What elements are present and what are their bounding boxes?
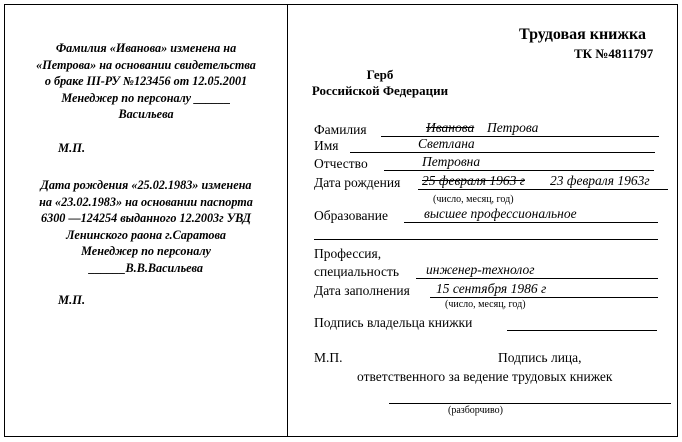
profession-value: инженер-технолог xyxy=(426,262,535,277)
stamp-place-right: М.П. xyxy=(314,350,343,365)
book-number: ТК №4811797 xyxy=(574,46,654,61)
responsible-signature-label-2: ответственного за ведение трудовых книжек xyxy=(357,369,613,384)
page-divider xyxy=(287,4,288,437)
owner-signature-label: Подпись владельца книжки xyxy=(314,315,473,330)
birthdate-hint: (число, месяц, год) xyxy=(433,194,514,205)
note-line: на «23.02.1983» на основании паспорта xyxy=(39,194,253,209)
surname-change-note xyxy=(8,40,284,123)
note-line: Васильева xyxy=(118,107,174,121)
birthdate-field xyxy=(418,173,668,190)
name-value: Светлана xyxy=(418,136,475,151)
decode-hint: (разборчиво) xyxy=(448,405,503,416)
birthdate-old-value: 25 февраля 1963 г xyxy=(422,173,525,188)
profession-label: Профессия, xyxy=(314,246,382,261)
surname-field xyxy=(381,120,659,137)
note-line: ______В.В.Васильева xyxy=(88,260,203,275)
emblem-line: Герб xyxy=(366,67,394,82)
birthdate-new-value: 23 февраля 1963г xyxy=(550,173,650,188)
filled-date-value: 15 сентября 1986 г xyxy=(436,281,547,296)
note-line: «Петрова» на основании свидетельства xyxy=(36,57,256,72)
page-title: Трудовая книжка xyxy=(519,26,646,43)
note-line: Фамилия «Иванова» изменена на xyxy=(55,41,237,55)
filled-date-field xyxy=(430,281,658,298)
birthdate-change-note xyxy=(8,177,284,276)
responsible-signature-label-1: Подпись лица, xyxy=(498,350,582,365)
name-label: Имя xyxy=(314,138,339,153)
surname-new-value: Петрова xyxy=(487,120,539,135)
owner-signature-line xyxy=(507,330,657,331)
responsible-signature-line xyxy=(389,403,671,404)
speciality-label: специальность xyxy=(314,264,400,279)
patronymic-value: Петровна xyxy=(422,154,481,169)
note-line: Менеджер по персоналу xyxy=(81,244,211,258)
note-line: Ленинского раона г.Саратова xyxy=(66,227,226,242)
filled-date-label: Дата заполнения xyxy=(314,283,410,298)
note-line: Дата рождения «25.02.1983» изменена xyxy=(40,178,252,192)
note-line: 6300 —124254 выданного 12.2003г УВД xyxy=(41,211,251,225)
surname-old-value: Иванова xyxy=(426,120,475,135)
note-line: о браке III-РУ №123456 от 12.05.2001 xyxy=(44,74,248,88)
education-value: высшее профессиональное xyxy=(424,206,577,221)
patronymic-label: Отчество xyxy=(314,156,368,171)
name-field xyxy=(350,136,655,153)
profession-field xyxy=(416,262,658,279)
patronymic-field xyxy=(384,154,654,171)
emblem-placeholder xyxy=(296,67,464,99)
emblem-line: Российской Федерации xyxy=(311,83,449,98)
stamp-place-2: М.П. xyxy=(58,293,86,307)
stamp-place-1: М.П. xyxy=(58,141,86,155)
education-label: Образование xyxy=(314,208,388,223)
education-extra-line xyxy=(314,239,658,240)
surname-label: Фамилия xyxy=(314,122,367,137)
note-line: Менеджер по персоналу ______ xyxy=(61,90,231,105)
filled-date-hint: (число, месяц, год) xyxy=(445,299,526,310)
education-field xyxy=(404,206,658,223)
birthdate-label: Дата рождения xyxy=(314,175,401,190)
